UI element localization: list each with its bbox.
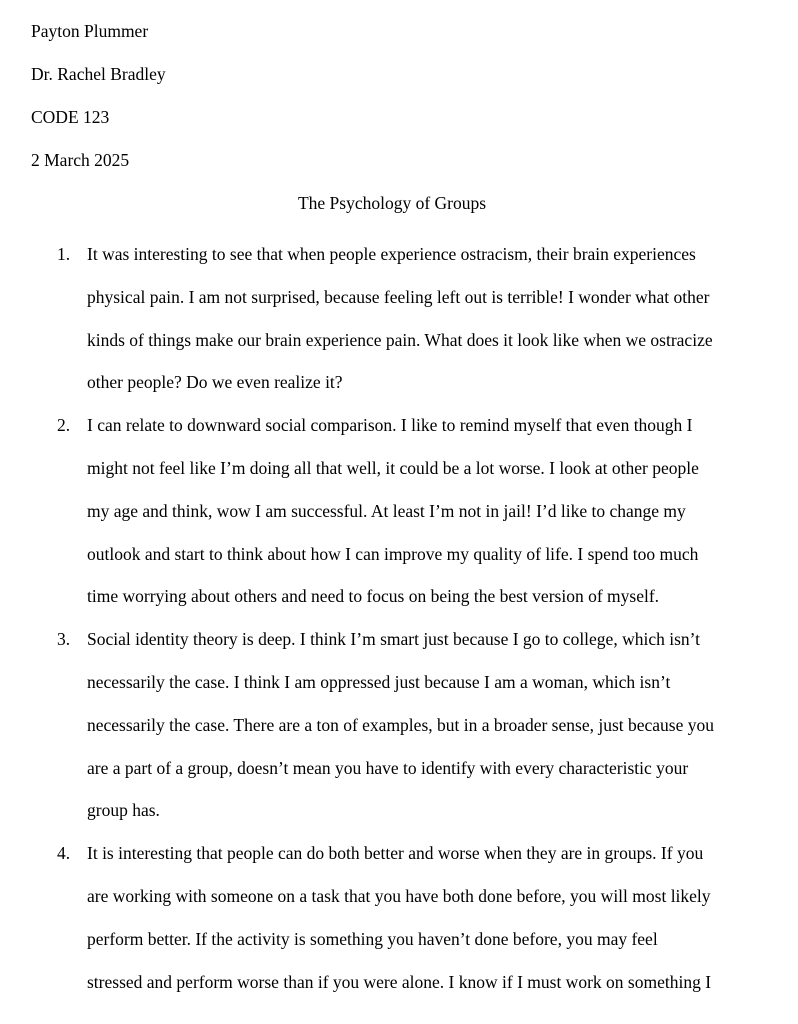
text-line: physical pain. I am not surprised, because feeling left out is terrible! I wonder what other [87,286,710,307]
list-item-4 [0,832,798,1003]
text-line: group has. [87,800,160,821]
text-line: It is interesting that people can do both better and worse when they are in groups. If you [87,843,704,864]
student-name: Payton Plummer [31,21,149,41]
text-line: other people? Do we even realize it? [87,372,343,393]
numbered-list [0,233,798,1003]
list-number: 3. [57,629,71,650]
text-line: perform better. If the activity is something you haven’t done before, you may feel [87,928,658,949]
text-line: It was interesting to see that when people experience ostracism, their brain experiences [87,244,696,264]
list-item-text [87,832,757,1003]
list-item-3 [0,618,798,832]
text-line: are working with someone on a task that you have both done before, you will most likely [87,885,711,906]
text-line: my age and think, wow I am successful. At least I’m not in jail! I’d like to change my [87,500,686,521]
text-line: necessarily the case. I think I am oppressed just because I am a woman, which isn’t [87,671,671,692]
text-line: kinds of things make our brain experience pain. What does it look like when we ostracize [87,329,713,350]
course-code: CODE 123 [31,107,110,127]
list-item-text [87,404,757,618]
instructor-name: Dr. Rachel Bradley [31,64,166,84]
text-line: stressed and perform worse than if you were alone. I know if I must work on something I [87,971,712,992]
text-line: are a part of a group, doesn’t mean you have to identify with every characteristic your [87,757,689,778]
list-item-text [87,618,757,832]
list-number: 2. [57,415,71,436]
text-line: time worrying about others and need to focus on being the best version of myself. [87,586,660,607]
list-number: 4. [57,843,71,864]
text-line: I can relate to downward social comparison. I like to remind myself that even though I [87,415,693,436]
text-line: Social identity theory is deep. I think I’m smart just because I go to college, which isn’t [87,629,701,650]
list-item-1 [0,233,798,404]
list-number: 1. [57,244,71,264]
text-line: outlook and start to think about how I can improve my quality of life. I spend too much [87,543,699,564]
document-date: 2 March 2025 [31,150,130,170]
list-item-2 [0,404,798,618]
document-title: The Psychology of Groups [297,193,487,213]
text-line: necessarily the case. There are a ton of examples, but in a broader sense, just because you [87,714,715,735]
list-item-text [87,233,757,404]
text-line: might not feel like I’m doing all that well, it could be a lot worse. I look at other people [87,457,699,478]
